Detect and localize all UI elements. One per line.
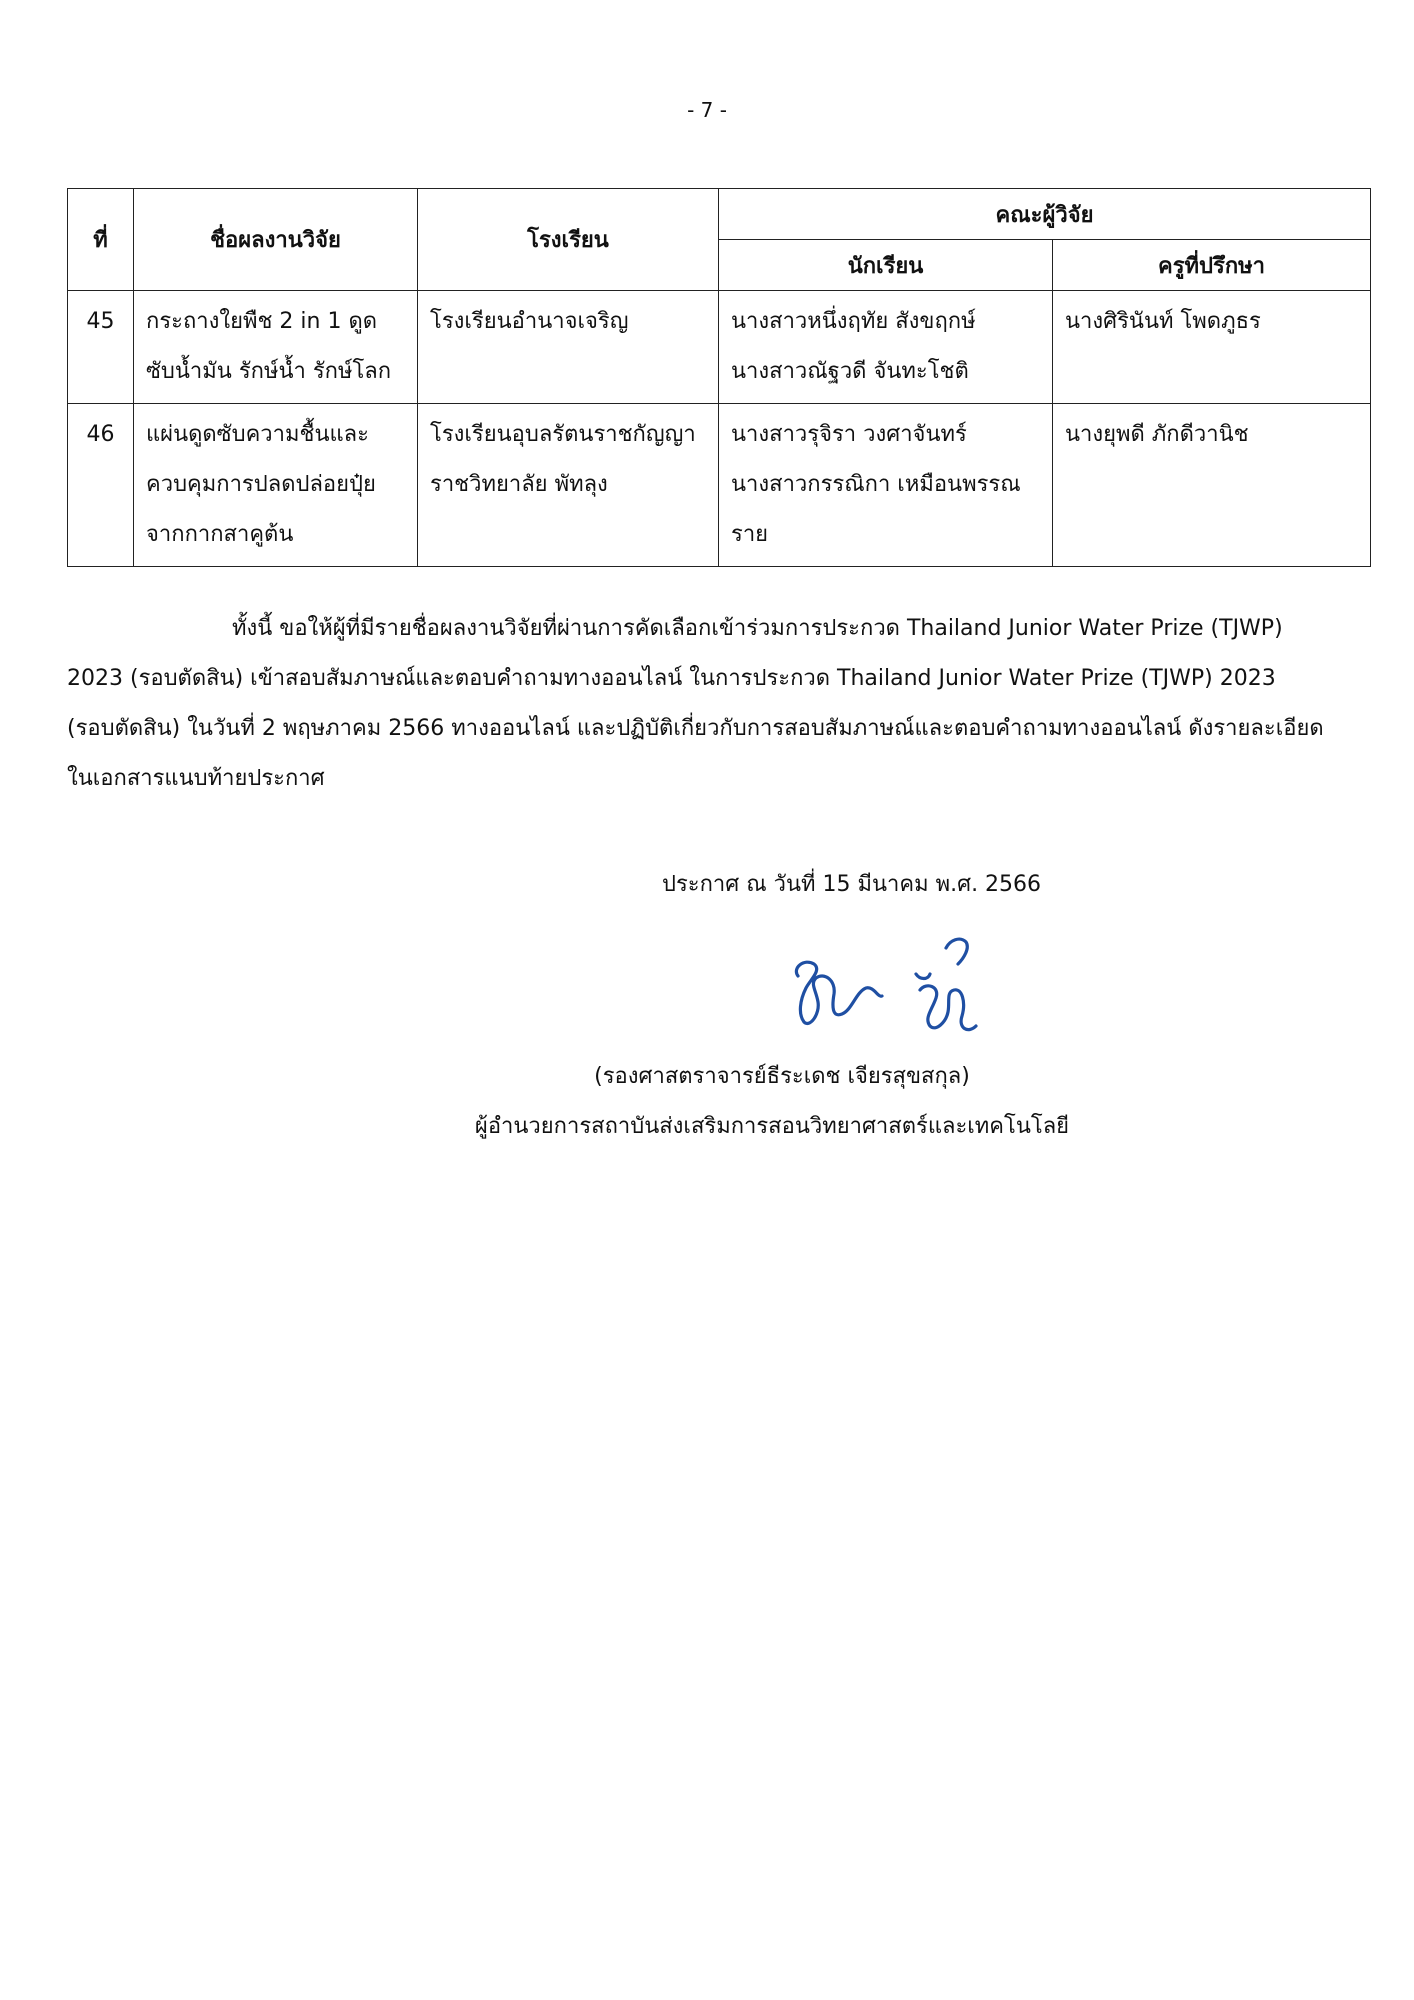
row-school xyxy=(418,404,719,567)
announcement-line: ในเอกสารแนบท้ายประกาศ xyxy=(67,766,325,791)
student-line: ราย xyxy=(731,522,769,547)
header-no: ที่ xyxy=(68,189,134,291)
table-row xyxy=(68,291,1371,404)
row-school xyxy=(418,291,719,404)
row-students xyxy=(719,404,1053,567)
signature-image xyxy=(770,918,1010,1048)
row-title xyxy=(134,404,418,567)
announcement-date: ประกาศ ณ วันที่ 15 มีนาคม พ.ศ. 2566 xyxy=(662,872,1042,897)
announcement-line: (รอบตัดสิน) ในวันที่ 2 พฤษภาคม 2566 ทางออนไลน์ และปฏิบัติเกี่ยวกับการสอบสัมภาษณ์และตอบคำถามทางออนไลน์ ดังรายละเอียด xyxy=(67,716,1324,741)
title-line: ควบคุมการปลดปล่อยปุ๋ย xyxy=(146,472,376,497)
title-line: กระถางใยพืช 2 in 1 ดูด xyxy=(146,309,378,334)
results-table xyxy=(67,188,1371,567)
row-advisor xyxy=(1053,291,1371,404)
student-line: นางสาวกรรณิกา เหมือนพรรณ xyxy=(731,472,1021,497)
school-line: โรงเรียนอำนาจเจริญ xyxy=(430,309,629,334)
announcement-line: 2023 (รอบตัดสิน) เข้าสอบสัมภาษณ์และตอบคำถามทางออนไลน์ ในการประกวด Thailand Junior Water Prize (TJWP) 2023 xyxy=(67,666,1276,691)
student-line: นางสาวหนึ่งฤทัย สังขฤกษ์ xyxy=(731,309,976,334)
signer-title: ผู้อำนวยการสถาบันส่งเสริมการสอนวิทยาศาสตร์และเทคโนโลยี xyxy=(474,1114,1070,1139)
title-line: ซับน้ำมัน รักษ์น้ำ รักษ์โลก xyxy=(146,359,392,384)
row-number: 45 xyxy=(68,291,134,404)
signer-name: (รองศาสตราจารย์ธีระเดช เจียรสุขสกุล) xyxy=(594,1064,970,1089)
header-school: โรงเรียน xyxy=(418,189,719,291)
row-number: 46 xyxy=(68,404,134,567)
header-students: นักเรียน xyxy=(719,240,1053,291)
header-advisor: ครูที่ปรึกษา xyxy=(1053,240,1371,291)
announcement-paragraph xyxy=(67,604,1352,804)
row-students xyxy=(719,291,1053,404)
announcement-line: ทั้งนี้ ขอให้ผู้ที่มีรายชื่อผลงานวิจัยที่ผ่านการคัดเลือกเข้าร่วมการประกวด Thailand Junior Water Prize (TJWP) xyxy=(232,616,1283,641)
table-row xyxy=(68,404,1371,567)
row-advisor xyxy=(1053,404,1371,567)
header-title: ชื่อผลงานวิจัย xyxy=(134,189,418,291)
header-team: คณะผู้วิจัย xyxy=(719,189,1371,240)
school-line: ราชวิทยาลัย พัทลุง xyxy=(430,472,608,497)
row-title xyxy=(134,291,418,404)
title-line: แผ่นดูดซับความชื้นและ xyxy=(146,422,369,447)
title-line: จากกากสาคูต้น xyxy=(146,522,294,547)
header-row-1 xyxy=(68,189,1371,240)
student-line: นางสาวรุจิรา วงศาจันทร์ xyxy=(731,422,967,447)
advisor-line: นางยุพดี ภักดีวานิช xyxy=(1065,422,1249,447)
page-number: - 7 - xyxy=(687,98,727,122)
advisor-line: นางศิรินันท์ โพดภูธร xyxy=(1065,309,1261,334)
school-line: โรงเรียนอุบลรัตนราชกัญญา xyxy=(430,422,696,447)
student-line: นางสาวณัฐวดี จันทะโชติ xyxy=(731,359,969,384)
